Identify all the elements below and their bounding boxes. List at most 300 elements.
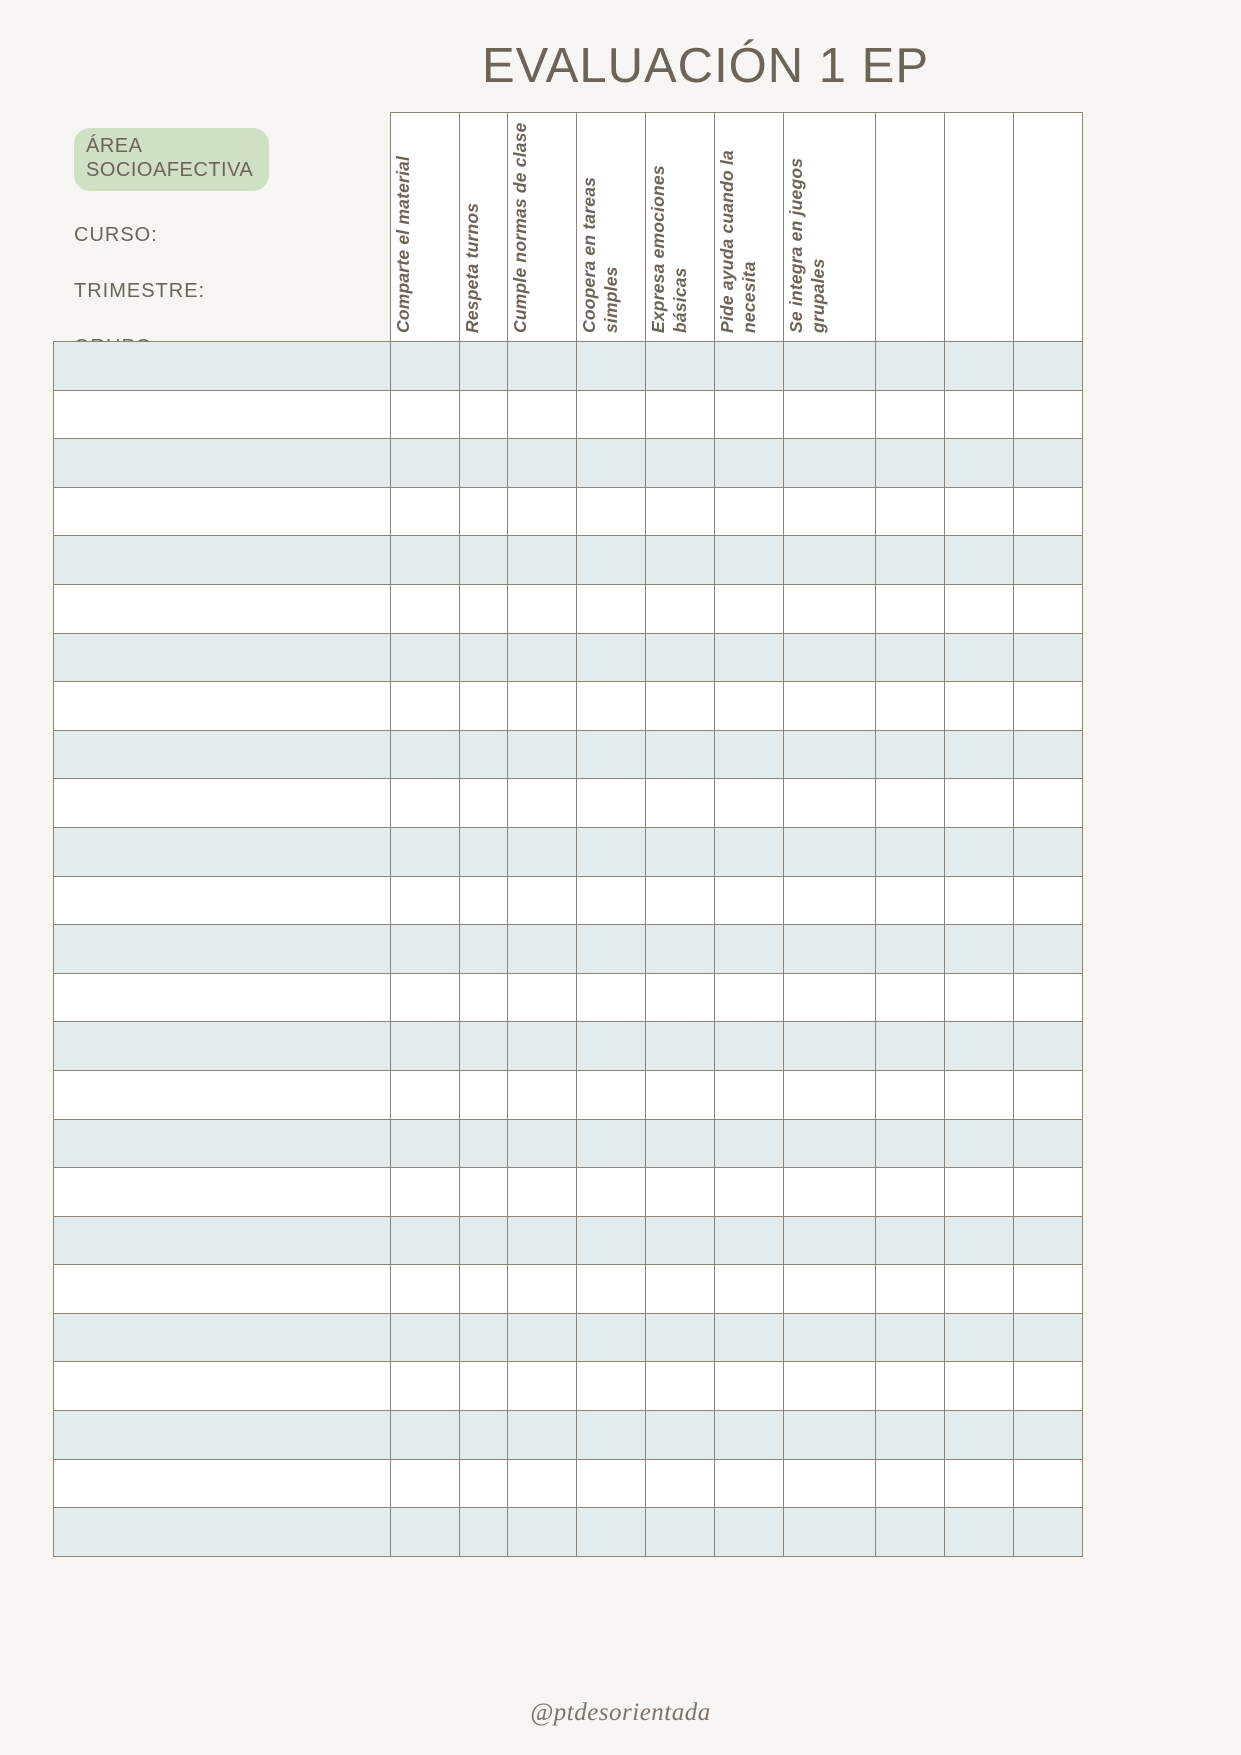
evaluation-cell[interactable]	[715, 973, 784, 1022]
evaluation-cell[interactable]	[577, 1070, 646, 1119]
evaluation-cell[interactable]	[715, 1508, 784, 1557]
evaluation-cell[interactable]	[1014, 1070, 1083, 1119]
evaluation-cell[interactable]	[876, 682, 945, 731]
evaluation-cell[interactable]	[391, 342, 460, 391]
evaluation-cell[interactable]	[577, 342, 646, 391]
evaluation-cell[interactable]	[460, 439, 508, 488]
table-row[interactable]	[54, 1265, 1083, 1314]
evaluation-cell[interactable]	[784, 536, 876, 585]
student-name-cell[interactable]	[54, 1070, 391, 1119]
evaluation-cell[interactable]	[646, 730, 715, 779]
evaluation-cell[interactable]	[1014, 1362, 1083, 1411]
evaluation-cell[interactable]	[715, 779, 784, 828]
evaluation-cell[interactable]	[508, 633, 577, 682]
evaluation-cell[interactable]	[508, 1362, 577, 1411]
evaluation-cell[interactable]	[508, 1508, 577, 1557]
evaluation-cell[interactable]	[508, 439, 577, 488]
evaluation-cell[interactable]	[945, 439, 1014, 488]
evaluation-cell[interactable]	[784, 390, 876, 439]
student-name-cell[interactable]	[54, 1168, 391, 1217]
student-name-cell[interactable]	[54, 1265, 391, 1314]
student-name-cell[interactable]	[54, 1216, 391, 1265]
evaluation-cell[interactable]	[876, 633, 945, 682]
evaluation-cell[interactable]	[391, 1168, 460, 1217]
evaluation-cell[interactable]	[784, 779, 876, 828]
evaluation-cell[interactable]	[784, 876, 876, 925]
evaluation-cell[interactable]	[945, 1411, 1014, 1460]
evaluation-cell[interactable]	[945, 779, 1014, 828]
table-row[interactable]	[54, 390, 1083, 439]
evaluation-cell[interactable]	[577, 1362, 646, 1411]
evaluation-cell[interactable]	[784, 1022, 876, 1071]
evaluation-cell[interactable]	[460, 1119, 508, 1168]
evaluation-cell[interactable]	[508, 827, 577, 876]
evaluation-cell[interactable]	[784, 1265, 876, 1314]
evaluation-cell[interactable]	[577, 1119, 646, 1168]
evaluation-cell[interactable]	[784, 1070, 876, 1119]
student-name-cell[interactable]	[54, 1508, 391, 1557]
evaluation-cell[interactable]	[460, 1070, 508, 1119]
evaluation-cell[interactable]	[876, 973, 945, 1022]
evaluation-cell[interactable]	[508, 1168, 577, 1217]
evaluation-cell[interactable]	[715, 1459, 784, 1508]
evaluation-cell[interactable]	[784, 342, 876, 391]
evaluation-cell[interactable]	[945, 1265, 1014, 1314]
evaluation-cell[interactable]	[784, 973, 876, 1022]
evaluation-cell[interactable]	[876, 1022, 945, 1071]
evaluation-cell[interactable]	[391, 973, 460, 1022]
evaluation-cell[interactable]	[508, 973, 577, 1022]
evaluation-cell[interactable]	[508, 1022, 577, 1071]
evaluation-cell[interactable]	[460, 536, 508, 585]
evaluation-cell[interactable]	[1014, 682, 1083, 731]
evaluation-cell[interactable]	[391, 925, 460, 974]
evaluation-cell[interactable]	[391, 536, 460, 585]
student-name-cell[interactable]	[54, 1313, 391, 1362]
evaluation-cell[interactable]	[1014, 876, 1083, 925]
evaluation-cell[interactable]	[646, 1313, 715, 1362]
evaluation-cell[interactable]	[391, 439, 460, 488]
evaluation-cell[interactable]	[460, 827, 508, 876]
evaluation-cell[interactable]	[945, 1459, 1014, 1508]
evaluation-cell[interactable]	[784, 1216, 876, 1265]
table-row[interactable]	[54, 1508, 1083, 1557]
student-name-cell[interactable]	[54, 730, 391, 779]
evaluation-cell[interactable]	[1014, 342, 1083, 391]
evaluation-cell[interactable]	[1014, 1265, 1083, 1314]
student-name-cell[interactable]	[54, 925, 391, 974]
evaluation-cell[interactable]	[1014, 390, 1083, 439]
evaluation-cell[interactable]	[1014, 584, 1083, 633]
evaluation-cell[interactable]	[391, 584, 460, 633]
evaluation-cell[interactable]	[1014, 439, 1083, 488]
table-row[interactable]	[54, 925, 1083, 974]
evaluation-cell[interactable]	[945, 633, 1014, 682]
evaluation-cell[interactable]	[784, 682, 876, 731]
evaluation-cell[interactable]	[646, 1168, 715, 1217]
evaluation-cell[interactable]	[715, 1168, 784, 1217]
evaluation-cell[interactable]	[646, 1265, 715, 1314]
evaluation-cell[interactable]	[508, 1216, 577, 1265]
evaluation-cell[interactable]	[577, 973, 646, 1022]
evaluation-cell[interactable]	[460, 730, 508, 779]
evaluation-cell[interactable]	[391, 1070, 460, 1119]
evaluation-cell[interactable]	[945, 1508, 1014, 1557]
evaluation-cell[interactable]	[577, 779, 646, 828]
student-name-cell[interactable]	[54, 973, 391, 1022]
evaluation-cell[interactable]	[784, 584, 876, 633]
evaluation-cell[interactable]	[784, 633, 876, 682]
evaluation-cell[interactable]	[1014, 925, 1083, 974]
student-name-cell[interactable]	[54, 1119, 391, 1168]
evaluation-cell[interactable]	[715, 439, 784, 488]
evaluation-cell[interactable]	[646, 633, 715, 682]
evaluation-cell[interactable]	[784, 439, 876, 488]
table-row[interactable]	[54, 973, 1083, 1022]
evaluation-cell[interactable]	[460, 876, 508, 925]
evaluation-cell[interactable]	[876, 1362, 945, 1411]
evaluation-cell[interactable]	[715, 827, 784, 876]
evaluation-cell[interactable]	[876, 439, 945, 488]
evaluation-cell[interactable]	[460, 1168, 508, 1217]
evaluation-cell[interactable]	[577, 633, 646, 682]
evaluation-cell[interactable]	[1014, 973, 1083, 1022]
evaluation-cell[interactable]	[508, 1119, 577, 1168]
evaluation-cell[interactable]	[460, 925, 508, 974]
evaluation-cell[interactable]	[646, 925, 715, 974]
evaluation-cell[interactable]	[460, 342, 508, 391]
evaluation-cell[interactable]	[945, 390, 1014, 439]
evaluation-cell[interactable]	[646, 342, 715, 391]
evaluation-cell[interactable]	[876, 1411, 945, 1460]
evaluation-cell[interactable]	[577, 1459, 646, 1508]
evaluation-cell[interactable]	[715, 730, 784, 779]
evaluation-cell[interactable]	[577, 682, 646, 731]
evaluation-cell[interactable]	[876, 779, 945, 828]
evaluation-cell[interactable]	[715, 1119, 784, 1168]
evaluation-cell[interactable]	[646, 1411, 715, 1460]
table-row[interactable]	[54, 1362, 1083, 1411]
evaluation-cell[interactable]	[577, 925, 646, 974]
table-row[interactable]	[54, 342, 1083, 391]
evaluation-cell[interactable]	[577, 439, 646, 488]
evaluation-cell[interactable]	[945, 730, 1014, 779]
evaluation-cell[interactable]	[784, 1313, 876, 1362]
evaluation-cell[interactable]	[945, 876, 1014, 925]
evaluation-cell[interactable]	[784, 1362, 876, 1411]
evaluation-cell[interactable]	[876, 876, 945, 925]
table-row[interactable]	[54, 1313, 1083, 1362]
evaluation-cell[interactable]	[460, 487, 508, 536]
evaluation-cell[interactable]	[646, 827, 715, 876]
student-name-cell[interactable]	[54, 779, 391, 828]
table-row[interactable]	[54, 876, 1083, 925]
evaluation-cell[interactable]	[460, 633, 508, 682]
evaluation-cell[interactable]	[1014, 1022, 1083, 1071]
evaluation-cell[interactable]	[945, 342, 1014, 391]
evaluation-cell[interactable]	[715, 876, 784, 925]
evaluation-cell[interactable]	[876, 1119, 945, 1168]
student-name-cell[interactable]	[54, 1362, 391, 1411]
table-row[interactable]	[54, 1168, 1083, 1217]
evaluation-cell[interactable]	[784, 1119, 876, 1168]
evaluation-cell[interactable]	[1014, 633, 1083, 682]
evaluation-cell[interactable]	[577, 1168, 646, 1217]
evaluation-cell[interactable]	[945, 1119, 1014, 1168]
student-name-cell[interactable]	[54, 1459, 391, 1508]
evaluation-cell[interactable]	[508, 536, 577, 585]
evaluation-cell[interactable]	[577, 536, 646, 585]
table-row[interactable]	[54, 536, 1083, 585]
evaluation-cell[interactable]	[876, 1070, 945, 1119]
evaluation-cell[interactable]	[391, 779, 460, 828]
evaluation-cell[interactable]	[945, 1362, 1014, 1411]
evaluation-cell[interactable]	[784, 1459, 876, 1508]
evaluation-cell[interactable]	[1014, 1508, 1083, 1557]
evaluation-cell[interactable]	[945, 1070, 1014, 1119]
student-name-cell[interactable]	[54, 342, 391, 391]
evaluation-cell[interactable]	[577, 827, 646, 876]
evaluation-cell[interactable]	[715, 1216, 784, 1265]
table-row[interactable]	[54, 633, 1083, 682]
student-name-cell[interactable]	[54, 633, 391, 682]
evaluation-cell[interactable]	[508, 1411, 577, 1460]
student-name-cell[interactable]	[54, 439, 391, 488]
evaluation-cell[interactable]	[460, 1459, 508, 1508]
evaluation-cell[interactable]	[646, 1216, 715, 1265]
table-row[interactable]	[54, 682, 1083, 731]
student-name-cell[interactable]	[54, 1022, 391, 1071]
evaluation-cell[interactable]	[715, 342, 784, 391]
evaluation-cell[interactable]	[646, 584, 715, 633]
evaluation-cell[interactable]	[577, 876, 646, 925]
evaluation-cell[interactable]	[460, 682, 508, 731]
evaluation-cell[interactable]	[577, 584, 646, 633]
evaluation-cell[interactable]	[460, 1265, 508, 1314]
student-name-cell[interactable]	[54, 536, 391, 585]
evaluation-cell[interactable]	[876, 584, 945, 633]
evaluation-cell[interactable]	[391, 1411, 460, 1460]
evaluation-cell[interactable]	[646, 439, 715, 488]
evaluation-cell[interactable]	[646, 536, 715, 585]
evaluation-cell[interactable]	[460, 390, 508, 439]
student-name-cell[interactable]	[54, 682, 391, 731]
evaluation-cell[interactable]	[391, 633, 460, 682]
evaluation-cell[interactable]	[646, 1508, 715, 1557]
evaluation-cell[interactable]	[784, 1168, 876, 1217]
evaluation-cell[interactable]	[646, 682, 715, 731]
evaluation-cell[interactable]	[945, 1216, 1014, 1265]
evaluation-cell[interactable]	[391, 827, 460, 876]
evaluation-cell[interactable]	[715, 584, 784, 633]
evaluation-cell[interactable]	[1014, 1411, 1083, 1460]
evaluation-cell[interactable]	[646, 779, 715, 828]
evaluation-cell[interactable]	[508, 925, 577, 974]
table-row[interactable]	[54, 1459, 1083, 1508]
evaluation-cell[interactable]	[646, 1362, 715, 1411]
evaluation-cell[interactable]	[715, 390, 784, 439]
evaluation-cell[interactable]	[646, 1119, 715, 1168]
evaluation-cell[interactable]	[460, 973, 508, 1022]
table-row[interactable]	[54, 1216, 1083, 1265]
evaluation-cell[interactable]	[945, 487, 1014, 536]
evaluation-cell[interactable]	[715, 536, 784, 585]
evaluation-cell[interactable]	[460, 1022, 508, 1071]
evaluation-cell[interactable]	[945, 1313, 1014, 1362]
evaluation-cell[interactable]	[715, 1411, 784, 1460]
evaluation-cell[interactable]	[577, 1022, 646, 1071]
table-row[interactable]	[54, 1070, 1083, 1119]
table-row[interactable]	[54, 1022, 1083, 1071]
evaluation-cell[interactable]	[715, 1265, 784, 1314]
evaluation-cell[interactable]	[1014, 1459, 1083, 1508]
evaluation-cell[interactable]	[577, 1313, 646, 1362]
evaluation-cell[interactable]	[391, 1459, 460, 1508]
evaluation-cell[interactable]	[1014, 779, 1083, 828]
evaluation-cell[interactable]	[508, 342, 577, 391]
evaluation-cell[interactable]	[784, 1411, 876, 1460]
evaluation-cell[interactable]	[391, 1216, 460, 1265]
evaluation-cell[interactable]	[1014, 487, 1083, 536]
student-name-cell[interactable]	[54, 876, 391, 925]
evaluation-cell[interactable]	[646, 390, 715, 439]
evaluation-cell[interactable]	[646, 973, 715, 1022]
evaluation-cell[interactable]	[945, 827, 1014, 876]
evaluation-cell[interactable]	[715, 1070, 784, 1119]
evaluation-cell[interactable]	[508, 1070, 577, 1119]
evaluation-cell[interactable]	[784, 730, 876, 779]
student-name-cell[interactable]	[54, 584, 391, 633]
table-row[interactable]	[54, 779, 1083, 828]
student-name-cell[interactable]	[54, 827, 391, 876]
evaluation-cell[interactable]	[876, 1265, 945, 1314]
evaluation-cell[interactable]	[391, 1022, 460, 1071]
evaluation-cell[interactable]	[1014, 827, 1083, 876]
student-name-cell[interactable]	[54, 487, 391, 536]
evaluation-cell[interactable]	[508, 779, 577, 828]
evaluation-cell[interactable]	[508, 682, 577, 731]
evaluation-cell[interactable]	[1014, 1168, 1083, 1217]
evaluation-cell[interactable]	[784, 925, 876, 974]
table-row[interactable]	[54, 827, 1083, 876]
evaluation-cell[interactable]	[646, 1459, 715, 1508]
evaluation-cell[interactable]	[577, 1216, 646, 1265]
evaluation-cell[interactable]	[577, 390, 646, 439]
evaluation-cell[interactable]	[945, 536, 1014, 585]
evaluation-cell[interactable]	[784, 487, 876, 536]
evaluation-cell[interactable]	[460, 1362, 508, 1411]
evaluation-cell[interactable]	[945, 1022, 1014, 1071]
evaluation-cell[interactable]	[876, 390, 945, 439]
evaluation-cell[interactable]	[508, 1459, 577, 1508]
evaluation-cell[interactable]	[646, 1070, 715, 1119]
evaluation-cell[interactable]	[460, 1216, 508, 1265]
evaluation-cell[interactable]	[460, 1313, 508, 1362]
evaluation-cell[interactable]	[508, 584, 577, 633]
evaluation-cell[interactable]	[508, 876, 577, 925]
evaluation-cell[interactable]	[391, 1313, 460, 1362]
evaluation-cell[interactable]	[1014, 1216, 1083, 1265]
evaluation-cell[interactable]	[715, 1313, 784, 1362]
evaluation-cell[interactable]	[1014, 536, 1083, 585]
evaluation-cell[interactable]	[391, 682, 460, 731]
evaluation-cell[interactable]	[460, 779, 508, 828]
evaluation-cell[interactable]	[1014, 1119, 1083, 1168]
evaluation-cell[interactable]	[876, 1168, 945, 1217]
evaluation-cell[interactable]	[391, 390, 460, 439]
evaluation-cell[interactable]	[391, 876, 460, 925]
table-row[interactable]	[54, 1411, 1083, 1460]
evaluation-cell[interactable]	[646, 1022, 715, 1071]
evaluation-cell[interactable]	[945, 682, 1014, 731]
evaluation-cell[interactable]	[876, 730, 945, 779]
evaluation-cell[interactable]	[508, 1313, 577, 1362]
evaluation-cell[interactable]	[391, 730, 460, 779]
evaluation-cell[interactable]	[715, 682, 784, 731]
evaluation-cell[interactable]	[876, 342, 945, 391]
evaluation-cell[interactable]	[391, 1508, 460, 1557]
evaluation-cell[interactable]	[876, 536, 945, 585]
evaluation-cell[interactable]	[646, 487, 715, 536]
evaluation-cell[interactable]	[646, 876, 715, 925]
evaluation-cell[interactable]	[460, 584, 508, 633]
evaluation-cell[interactable]	[1014, 730, 1083, 779]
table-row[interactable]	[54, 1119, 1083, 1168]
evaluation-cell[interactable]	[876, 925, 945, 974]
evaluation-cell[interactable]	[715, 925, 784, 974]
evaluation-cell[interactable]	[876, 1508, 945, 1557]
evaluation-cell[interactable]	[715, 1022, 784, 1071]
evaluation-cell[interactable]	[508, 390, 577, 439]
evaluation-cell[interactable]	[876, 1313, 945, 1362]
evaluation-cell[interactable]	[460, 1508, 508, 1557]
evaluation-cell[interactable]	[508, 487, 577, 536]
evaluation-cell[interactable]	[945, 1168, 1014, 1217]
evaluation-cell[interactable]	[460, 1411, 508, 1460]
evaluation-cell[interactable]	[945, 973, 1014, 1022]
evaluation-cell[interactable]	[1014, 1313, 1083, 1362]
evaluation-cell[interactable]	[784, 827, 876, 876]
evaluation-cell[interactable]	[784, 1508, 876, 1557]
evaluation-cell[interactable]	[945, 925, 1014, 974]
evaluation-cell[interactable]	[577, 487, 646, 536]
evaluation-cell[interactable]	[577, 1508, 646, 1557]
evaluation-cell[interactable]	[391, 1265, 460, 1314]
evaluation-cell[interactable]	[577, 1411, 646, 1460]
evaluation-cell[interactable]	[577, 730, 646, 779]
evaluation-cell[interactable]	[945, 584, 1014, 633]
evaluation-cell[interactable]	[391, 487, 460, 536]
student-name-cell[interactable]	[54, 390, 391, 439]
table-row[interactable]	[54, 730, 1083, 779]
evaluation-cell[interactable]	[508, 1265, 577, 1314]
evaluation-cell[interactable]	[876, 1459, 945, 1508]
evaluation-cell[interactable]	[876, 487, 945, 536]
table-row[interactable]	[54, 487, 1083, 536]
evaluation-cell[interactable]	[715, 633, 784, 682]
evaluation-cell[interactable]	[715, 487, 784, 536]
table-row[interactable]	[54, 584, 1083, 633]
evaluation-cell[interactable]	[876, 1216, 945, 1265]
evaluation-cell[interactable]	[876, 827, 945, 876]
table-row[interactable]	[54, 439, 1083, 488]
evaluation-cell[interactable]	[715, 1362, 784, 1411]
evaluation-cell[interactable]	[508, 730, 577, 779]
student-name-cell[interactable]	[54, 1411, 391, 1460]
evaluation-cell[interactable]	[391, 1362, 460, 1411]
evaluation-cell[interactable]	[391, 1119, 460, 1168]
evaluation-cell[interactable]	[577, 1265, 646, 1314]
